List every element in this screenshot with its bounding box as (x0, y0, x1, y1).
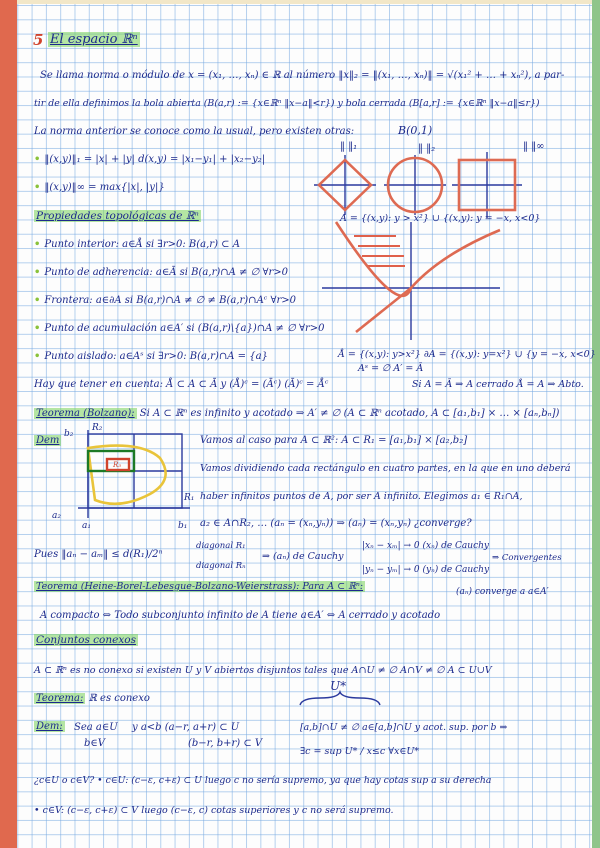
bullet-icon: • (34, 323, 41, 334)
ball-label-norm2: ‖ ‖₂ (418, 143, 436, 154)
bullet-icon: • (34, 351, 41, 362)
cauchy-left: Pues ‖aₙ − aₘ‖ ≤ d(R₁)/2ⁿ (34, 549, 163, 560)
bolzano-proof-line: haber infinitos puntos de A, por ser A infinito. Elegimos a₁ ∈ R₁∩A, (200, 491, 523, 502)
bolzano-text: Si A ⊂ ℝⁿ es infinito y acotado ⇒ A′ ≠ ∅ (A ⊂ ℝⁿ acotado, A ⊂ [a₁,b₁] × … × [aₙ,bₙ]) (139, 408, 560, 419)
cauchy-diagn: diagonal Rₙ (196, 561, 246, 571)
intro-line-2: tir de ella definimos la bola abierta (B(a,r) := {x∈ℝⁿ ‖x−a‖<r}) y bola cerrada (B[a,r] := {x∈ℝⁿ ‖x−a‖≤r}) (34, 98, 540, 109)
bullet-icon: • (34, 267, 41, 278)
remember-line: Hay que tener en cuenta: Å ⊂ A ⊂ Ā y (Å)ᶜ = (Āᶜ) (Ā)ᶜ = Åᶜ (34, 379, 329, 390)
bolzano-proof-line: Vamos al caso para A ⊂ ℝ²: A ⊂ R₁ = [a₁,b₁] × [a₂,b₂] (200, 435, 468, 446)
topology-heading-text: Propiedades topológicas de ℝⁿ (36, 210, 199, 222)
bolzano-proof-label-text: Dem (36, 435, 60, 446)
section-number: 5 (33, 31, 44, 49)
connected-proof-label (34, 720, 65, 733)
ball-label-b01: B(0,1) (398, 124, 433, 137)
cauchy-end: (aₙ) converge a a∈A′ (456, 587, 549, 597)
section-title-text: El espacio ℝⁿ (50, 32, 138, 47)
bolzano-label: Teorema (Bolzano): (36, 408, 135, 419)
label-R3: R₃ (113, 461, 122, 469)
connected-proof-label-text: Dem: (36, 721, 63, 732)
proof-right-1: [a,b]∩U ≠ ∅ a∈[a,b]∩U y acot. sup. por b ⇒ (300, 722, 508, 733)
connected-definition: A ⊂ ℝⁿ es no conexo si existen U y V abiertos disjuntos tales que A∩U ≠ ∅ A∩V ≠ ∅ A ⊂ U∪V (34, 665, 492, 676)
proof-case-a: ¿c∈U o c∈V? • c∈U: (c−ε, c+ε) ⊂ U luego c no sería supremo, ya que hay cotas sup a su derecha (34, 775, 492, 786)
proof-mid-2: (b−r, b+r) ⊂ V (188, 738, 263, 749)
norm-one-text: ‖(x,y)‖₁ = |x| + |y| d(x,y) = |x₁−y₁| + |x₂−y₂| (44, 154, 266, 165)
bolzano-proof-line: a₂ ∈ A∩R₂, … (aₙ = (xₙ,yₙ)) ⇒ (aₙ) = (xₙ,yₙ) ¿converge? (200, 518, 472, 529)
proof-line-b: b∈V (84, 738, 106, 749)
label-b1: b₁ (178, 521, 188, 531)
proof-case-b: • c∈V: (c−ε, c+ε) ⊂ V luego (c−ε, c) cotas superiores y c no será supremo. (34, 805, 394, 816)
label-a2: a₂ (52, 511, 61, 521)
cauchy-right-1: |xₙ − xₘ| → 0 (xₙ) de Cauchy (362, 541, 490, 551)
connected-theorem-label: Teorema: (36, 693, 84, 704)
topology-item-text: Frontera: a∈∂A si B(a,r)∩A ≠ ∅ ≠ B(a,r)∩Aᶜ ∀r>0 (44, 295, 297, 306)
heine-theorem-text: Teorema (Heine-Borel-Lebesgue-Bolzano-Weierstrass): Para A ⊂ ℝⁿ: (36, 581, 364, 592)
intro-line-3: La norma anterior se conoce como la usual, pero existen otras: (34, 126, 355, 137)
connected-heading-text: Conjuntos conexos (36, 634, 136, 646)
topology-item-text: Punto de acumulación a∈A′ si (B(a,r)\{a})∩A ≠ ∅ ∀r>0 (44, 323, 325, 334)
proof-line-a: Sea a∈U (74, 722, 118, 733)
cauchy-diag1: diagonal R₁ (196, 541, 246, 551)
proof-mid-1: y a<b (a−r, a+r) ⊂ U (132, 722, 240, 733)
heine-line: A compacto ⇔ Todo subconjunto infinito de A tiene a∈A′ ⇔ A cerrado y acotado (40, 610, 441, 621)
proof-right-2: ∃c = sup U* / x≤c ∀x∈U* (300, 746, 420, 757)
label-a1: a₁ (82, 521, 91, 531)
connected-theorem-text: ℝ es conexo (88, 693, 150, 704)
topology-item-text: Punto interior: a∈Å si ∃r>0: B(a,r) ⊂ A (44, 239, 240, 250)
set-props: Å = {(x,y): y>x²} ∂A = {(x,y): y=x²} ∪ {y = −x, x<0} (338, 349, 596, 360)
norm-inf-text: ‖(x,y)‖∞ = max{|x|, |y|} (44, 182, 165, 193)
ball-label-norminf: ‖ ‖∞ (523, 141, 545, 152)
topology-item-text: Punto aislado: a∈Aˢ si ∃r>0: B(a,r)∩A = {a} (44, 351, 268, 362)
cauchy-right-2: |yₙ − yₘ| → 0 (yₙ) de Cauchy (362, 565, 490, 575)
set-definition: A = {(x,y): y > x²} ∪ {(x,y): y = −x, x<0} (340, 213, 541, 224)
remember-line-2: Si A = Ā ⇒ A cerrado Å = A ⇒ Abto. (412, 379, 584, 390)
bullet-icon: • (34, 182, 41, 193)
ball-label-norm1: ‖ ‖₁ (340, 141, 358, 152)
u-star-label: U* (330, 679, 347, 693)
bolzano-proof-line: Vamos dividiendo cada rectángulo en cuatro partes, en la que en uno deberá (200, 463, 571, 474)
topology-item-text: Punto de adherencia: a∈Ā si B(a,r)∩A ≠ ∅ ∀r>0 (44, 267, 289, 278)
set-props-2: Aˢ = ∅ A′ = Ā (358, 363, 424, 374)
intro-line-1: Se llama norma o módulo de x = (x₁, …, xₙ) ∈ ℝ al número ‖x‖₂ = ‖(x₁, …, xₙ)‖ = √(x₁² + … + xₙ²), a par- (40, 70, 565, 81)
cauchy-mid: ⇒ (aₙ) de Cauchy (262, 551, 344, 562)
bullet-icon: • (34, 154, 41, 165)
label-R2: R₂ (92, 423, 103, 433)
label-R1: R₁ (184, 493, 195, 503)
label-b2: b₂ (64, 429, 74, 439)
bullet-icon: • (34, 239, 41, 250)
cauchy-convergent: ⇒ Convergentes (492, 553, 562, 563)
bullet-icon: • (34, 295, 41, 306)
